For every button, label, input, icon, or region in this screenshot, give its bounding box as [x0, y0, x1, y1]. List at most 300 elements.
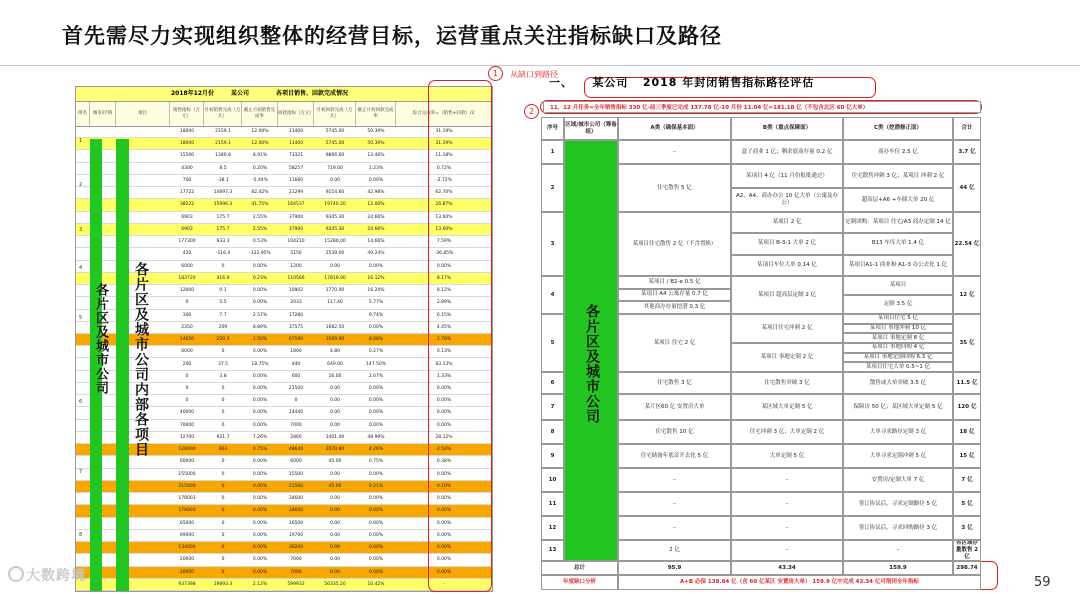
table-cell: 719.00	[327, 165, 343, 171]
a-class-cell: 住宅散售 5 亿	[618, 164, 731, 212]
table-cell: 48640	[288, 447, 304, 453]
page-number: 59	[1034, 575, 1051, 590]
table-cell: 0.00%	[436, 385, 452, 391]
a-class-cell: 某项目 住宅 2 亿	[618, 314, 731, 372]
total-value: 159.9	[843, 561, 953, 575]
table-cell: -36.85%	[434, 251, 454, 257]
b-class-cell: 某项目住宅冲刺 2 亿	[731, 314, 843, 343]
row-number: 5	[541, 314, 564, 372]
table-cell: 0.00%	[436, 410, 452, 416]
table-cell: 60000	[179, 459, 195, 465]
header-cell: 合计	[953, 117, 981, 140]
total-value: 298.74	[953, 561, 981, 575]
table-cell: 0.00%	[368, 520, 384, 526]
total-cell: 5 亿	[953, 492, 981, 516]
table-cell: 0	[221, 471, 225, 477]
table-cell: 9154.60	[325, 190, 345, 196]
table-cell: 0	[185, 398, 189, 404]
table-cell: 0.00%	[252, 532, 268, 538]
table-cell: 0.00%	[252, 263, 268, 269]
table-cell: 0.00%	[252, 557, 268, 563]
table-cell: 0.00%	[368, 385, 384, 391]
table-cell: 0	[221, 483, 225, 489]
header-cell: 序号	[541, 117, 564, 140]
table-cell: 209	[218, 324, 228, 330]
a-class-cell: –	[618, 516, 731, 540]
table-cell: 937398	[178, 581, 196, 587]
table-cell: 42.98%	[367, 190, 385, 196]
table-cell: 83.13%	[435, 361, 453, 367]
right-vertical-label: 各片区及城市公司	[584, 304, 600, 424]
col-header: 截止月初回款完成率	[356, 102, 396, 126]
watermark: 大数跨境	[26, 568, 86, 584]
table-cell: 0.00%	[368, 398, 384, 404]
header-cell: C类（挖潜修正面）	[843, 117, 953, 140]
table-cell: 6903	[181, 226, 193, 232]
c-class-cell: 超高层+A6 +车储大单 20 亿	[843, 188, 953, 212]
row-number: 10	[541, 468, 564, 492]
b-class-cell: 某项目 4 亿（11 月份报批通过）	[731, 164, 843, 188]
table-cell: 1.50%	[252, 337, 268, 343]
total-cell: 44 亿	[953, 164, 981, 212]
row-number: 3	[541, 212, 564, 276]
table-cell: 19700	[288, 532, 304, 538]
table-cell: 0.00%	[252, 471, 268, 477]
table-cell: 65000	[179, 520, 195, 526]
row-number: 6	[541, 372, 564, 394]
table-cell: 38222	[179, 202, 195, 208]
table-cell: 7.59%	[436, 239, 452, 245]
table-cell: -5.44%	[252, 177, 268, 183]
table-cell: 0.00%	[368, 177, 384, 183]
table-cell: 0	[221, 385, 225, 391]
table-cell: 0.00%	[368, 496, 384, 502]
group-number: 7	[79, 469, 83, 475]
task-summary-line: 11、12 月任务=全年销售指标 330 亿-前三季度已完成 137.78 亿-10 月份 11.04 亿=181.18 亿（不包含北区 60 亿大单）	[543, 101, 981, 113]
table-cell: 82.42%	[251, 190, 269, 196]
table-cell: 16.24%	[367, 288, 385, 294]
total-value: 43.34	[731, 561, 843, 575]
table-cell: -	[443, 581, 445, 587]
b-class-cell: 某项目 事地定制 2 亿	[731, 343, 843, 372]
table-cell: 73321	[288, 153, 304, 159]
total-cell: 3 亿	[953, 516, 981, 540]
table-cell: 13.60%	[435, 226, 453, 232]
table-cell: 0.00	[329, 532, 341, 538]
table-cell: 9866.60	[325, 153, 345, 159]
table-cell: 0.00%	[368, 557, 384, 563]
table-cell: 183720	[178, 275, 196, 281]
total-cell: 35 亿	[953, 314, 981, 372]
banner-desc: 各项目销售、回款完成情况	[276, 90, 349, 97]
c-class-cell: 某项目 事地定制 8 亿	[843, 333, 953, 343]
table-cell: 300	[182, 312, 192, 318]
table-cell: 13.46%	[367, 153, 385, 159]
a-class-cell: 某项目 A4 公寓存量 0.7 亿	[618, 289, 731, 302]
table-cell: 0.27%	[368, 349, 384, 355]
table-cell: 0	[221, 422, 225, 428]
annotation-circle-2: 2	[524, 104, 539, 119]
table-cell: 0.53%	[252, 239, 268, 245]
table-cell: 50.39%	[367, 141, 385, 147]
total-label: 总计	[541, 561, 618, 575]
highlight-completion-column	[428, 80, 492, 592]
table-cell: 4.80	[329, 349, 341, 355]
table-cell: 2159.1	[215, 129, 231, 134]
table-cell: 178003	[178, 496, 196, 502]
table-cell: 0.00%	[252, 508, 268, 514]
table-cell: 20000	[179, 557, 195, 563]
table-cell: 7.7	[219, 312, 227, 318]
table-cell: 0.00%	[252, 385, 268, 391]
table-cell: 21500	[288, 385, 304, 391]
table-cell: 0.00%	[368, 508, 384, 514]
table-cell: 0.00	[329, 422, 341, 428]
table-cell: 36200	[288, 545, 304, 551]
c-class-cell: 商办车位 2.5 亿	[843, 140, 953, 164]
table-cell: 0	[221, 410, 225, 416]
table-cell: 2.67%	[368, 373, 384, 379]
table-cell: 2159.1	[215, 141, 231, 147]
table-cell: 147.50%	[365, 361, 387, 367]
table-cell: 12700	[179, 434, 195, 440]
table-cell: 117.40	[327, 300, 343, 306]
table-cell: 440	[291, 361, 301, 367]
table-cell: -122.95%	[249, 251, 271, 257]
group-number: 3	[79, 227, 83, 233]
table-cell: -2.72%	[436, 177, 452, 183]
table-cell: 2539.00	[325, 251, 345, 257]
table-cell: 0	[185, 300, 189, 306]
table-cell: 50.39%	[367, 129, 385, 134]
table-cell: 0.75%	[368, 459, 384, 465]
table-cell: 1.33%	[436, 373, 452, 379]
page-title: 首先需尽力实现组织整体的经营目标，运营重点关注指标缺口及路径	[62, 24, 722, 48]
table-cell: 0	[221, 545, 225, 551]
col-header: 回款指标（万元）	[278, 102, 314, 126]
b-class-cell: –	[731, 516, 843, 540]
table-cell: 21500	[288, 483, 304, 489]
c-class-cell: 某项目 事地冲刺 10 亿	[843, 324, 953, 334]
table-cell: 4.45%	[436, 324, 452, 330]
table-cell: 0.00%	[436, 496, 452, 502]
table-cell: 12.00%	[251, 141, 269, 147]
table-cell: 17819.00	[324, 275, 346, 281]
c-class-cell: 某项目	[843, 276, 953, 295]
table-cell: 0.75%	[252, 447, 268, 453]
table-cell: 67590	[288, 337, 304, 343]
right-table-title	[549, 74, 814, 90]
table-cell: 200	[182, 361, 192, 367]
table-cell: 62.70%	[435, 190, 453, 196]
table-cell: 1401.00	[325, 434, 345, 440]
table-cell: 24.66%	[367, 226, 385, 232]
table-cell: -38.1	[217, 177, 229, 183]
col-header: 销售指标（万元）	[170, 102, 204, 126]
table-cell: 2.57%	[252, 312, 268, 318]
table-cell: 1.23%	[368, 165, 384, 171]
group-number: 8	[79, 532, 83, 538]
table-cell: 155000	[178, 471, 196, 477]
table-cell: 0.23%	[252, 275, 268, 281]
table-cell: 12000	[179, 288, 195, 294]
table-cell: 599933	[287, 581, 305, 587]
table-cell: 11.18%	[435, 153, 453, 159]
banner-company: 某公司	[231, 90, 250, 97]
row-number: 4	[541, 276, 564, 314]
a-class-cell: –	[618, 140, 731, 164]
table-cell: 34600	[288, 508, 304, 514]
table-cell: 0.00%	[252, 349, 268, 355]
total-cell: 各区域存量散售 2 亿	[953, 540, 981, 561]
table-cell: 0.00%	[368, 410, 384, 416]
col-header: 截止月初销售完成率	[242, 102, 278, 126]
table-cell: 6000	[290, 459, 302, 465]
table-cell: 921.7	[216, 434, 230, 440]
table-cell: 17280	[288, 312, 304, 318]
table-cell: 215000	[178, 483, 196, 489]
row-number: 2	[541, 164, 564, 212]
table-cell: 0.00%	[436, 557, 452, 563]
table-cell: 16.12%	[367, 275, 385, 281]
table-cell: 175.7	[216, 226, 230, 232]
c-class-cell: 某项目 事地定制回购 6.3 亿	[843, 353, 953, 363]
table-cell: 7000	[290, 557, 302, 563]
table-cell: 164537	[287, 202, 305, 208]
left-vertical-label-1: 各片区及城市公司	[93, 283, 108, 395]
table-cell: 34600	[288, 496, 304, 502]
b-class-cell: 盒子商业 1 亿；剩余底商存量 0.2 亿	[731, 140, 843, 164]
table-cell: 1770.00	[325, 288, 345, 294]
table-cell: 24.66%	[367, 214, 385, 220]
b-class-cell: 大单定制 5 亿	[731, 444, 843, 468]
b-class-cell: 住宅散售突破 3 亿	[731, 372, 843, 394]
table-cell: 0	[221, 569, 225, 575]
table-cell: 7000	[290, 569, 302, 575]
row-number: 11	[541, 492, 564, 516]
c-class-cell: 签订协议后，寻求定制路径 5 亿	[843, 492, 953, 516]
c-class-cell: 保障房 50 亿；某区域大单定制 5 亿	[843, 394, 953, 420]
table-cell: 15500	[179, 153, 195, 159]
b-class-cell: A2、A4、商办办公 10 亿大单（公寓及办公）	[731, 188, 843, 212]
table-cell: 0	[221, 496, 225, 502]
b-class-cell: 某区域大单定制 5 亿	[731, 394, 843, 420]
table-cell: 17722	[179, 190, 195, 196]
table-cell: 6903	[181, 214, 193, 220]
table-cell: 18000	[179, 141, 195, 147]
group-number: 2	[79, 182, 83, 188]
table-cell: 19893.3	[213, 581, 233, 587]
title-prefix: 一、	[549, 76, 573, 89]
b-class-cell: 某项目 超高层定制 2 亿	[731, 276, 843, 314]
table-cell: 0.00%	[368, 422, 384, 428]
table-cell: 2033	[290, 300, 302, 306]
table-cell: 5.5	[219, 300, 227, 306]
c-class-cell: 定制 3.5 亿	[843, 295, 953, 314]
total-cell: 11.5 亿	[953, 372, 981, 394]
gap-label: 年度缺口分析	[541, 575, 618, 590]
gap-text: A+B 必保 138.84 亿（含 60 亿某区 安置房大单） 159.9 亿中完成 42.34 亿可削闭全年指标	[618, 575, 981, 590]
c-class-cell: B13 车库大单 1.4 亿	[843, 233, 953, 254]
total-cell: 7 亿	[953, 468, 981, 492]
table-cell: 178003	[178, 508, 196, 514]
table-cell: 12.00%	[367, 202, 385, 208]
table-cell: 56335.20	[324, 581, 346, 587]
table-cell: 12.00%	[251, 129, 269, 134]
row-number: 7	[541, 394, 564, 420]
table-cell: 420	[182, 251, 192, 257]
table-cell: 15500	[288, 471, 304, 477]
table-cell: 69000	[179, 532, 195, 538]
table-cell: 0.1	[219, 288, 227, 294]
row-number: 8	[541, 420, 564, 444]
table-cell: 1200	[290, 263, 302, 269]
table-cell: 0.00%	[436, 545, 452, 551]
table-cell: 933.3	[216, 239, 230, 245]
table-cell: 0.00	[329, 398, 341, 404]
col-header: 排名	[76, 102, 90, 126]
table-cell: 7.26%	[252, 434, 268, 440]
table-cell: 963	[218, 447, 228, 453]
table-cell: 14440	[288, 410, 304, 416]
table-cell: 700	[182, 177, 192, 183]
table-cell: 0.00%	[252, 373, 268, 379]
b-class-cell: –	[731, 492, 843, 516]
table-cell: 15280.00	[324, 239, 346, 245]
table-cell: 9345.30	[325, 214, 345, 220]
table-cell: 175.7	[216, 214, 230, 220]
table-cell: 70000	[179, 422, 195, 428]
table-cell: 0.00%	[252, 459, 268, 465]
table-cell: 0.20%	[252, 165, 268, 171]
b-class-cell: –	[731, 468, 843, 492]
table-cell: 8.17%	[436, 275, 452, 281]
table-cell: 0.00%	[368, 263, 384, 269]
table-cell: 0.00%	[368, 324, 384, 330]
table-cell: 19740.20	[324, 202, 346, 208]
table-cell: 9.74%	[368, 312, 384, 318]
table-cell: 8.08%	[368, 337, 384, 343]
table-cell: 104210	[287, 239, 305, 245]
table-cell: 0.00%	[368, 569, 384, 575]
table-cell: 1380.8	[215, 153, 231, 159]
table-cell: 9345.30	[325, 226, 345, 232]
table-cell: 0.00%	[252, 483, 268, 489]
c-class-cell: 大单寻求定制冲刺 5 亿	[843, 444, 953, 468]
b-class-cell: 某项目车位大单 0.14 亿	[731, 255, 843, 276]
table-cell: 20000	[179, 569, 195, 575]
table-cell: 0.00%	[252, 398, 268, 404]
header-cell: 区域/城市公司（筹备组）	[564, 117, 618, 140]
table-cell: 0.00%	[436, 422, 452, 428]
table-cell: 2.55%	[252, 214, 268, 220]
table-cell: 8.91%	[252, 153, 268, 159]
group-number: 5	[79, 315, 83, 321]
banner-month: 2018年12月份	[171, 90, 215, 97]
title-rest: 2018 年封闭销售指标路径评估	[642, 76, 815, 89]
table-cell: 0	[185, 373, 189, 379]
c-class-cell: 安置房/定制大单 7 亿	[843, 468, 953, 492]
table-cell: 0.00	[329, 508, 341, 514]
a-class-cell: 其他商办存量挖潜 0.3 亿	[618, 301, 731, 314]
table-cell: 0.13%	[436, 349, 452, 355]
table-cell: 0.00%	[368, 471, 384, 477]
a-class-cell: 某项目 / B2-e 0.5 亿	[618, 276, 731, 289]
left-vertical-label-2: 各片区及城市公司内部各项目	[133, 262, 149, 457]
table-cell: 2860	[290, 434, 302, 440]
table-cell: 0	[221, 508, 225, 514]
table-cell: 48.99%	[367, 434, 385, 440]
b-class-cell: 住宅冲刺 3 亿；大单定制 2 亿	[731, 420, 843, 444]
row-number: 1	[541, 140, 564, 164]
table-cell: 15996.3	[213, 202, 233, 208]
a-class-cell: 某片区60 亿 安置房大单	[618, 394, 731, 420]
header-cell: A类（确保基本面）	[618, 117, 731, 140]
table-cell: 10902	[288, 288, 304, 294]
table-cell: 0.00	[329, 569, 341, 575]
c-class-cell: 某项目 事地回购 4 亿	[843, 343, 953, 353]
table-cell: 0.38%	[436, 459, 452, 465]
total-value: 95.9	[618, 561, 731, 575]
table-cell: 134000	[178, 545, 196, 551]
table-cell: 0.00	[329, 471, 341, 477]
table-cell: 0	[221, 263, 225, 269]
col-header: 综合完成率=（销售+回款）/2	[396, 102, 492, 126]
a-class-cell: –	[618, 468, 731, 492]
table-cell: 0	[294, 398, 298, 404]
table-cell: 600	[291, 373, 301, 379]
table-cell: 28.12%	[435, 434, 453, 440]
table-cell: 0	[185, 385, 189, 391]
table-cell: 110566	[287, 275, 305, 281]
col-header: 项目	[116, 102, 170, 126]
table-cell: 5745.00	[325, 141, 345, 147]
table-cell: 3.8	[219, 373, 227, 379]
a-class-cell: 某项目住宅散售 2 亿（不含置换）	[618, 212, 731, 276]
table-cell: 2.12%	[252, 581, 268, 587]
c-class-cell: 大单寻求路径定制 3 亿	[843, 420, 953, 444]
table-cell: 18.75%	[251, 361, 269, 367]
table-cell: 16500	[288, 520, 304, 526]
table-cell: 0.72%	[436, 165, 452, 171]
total-cell: 22.54 亿	[953, 212, 981, 276]
table-cell: 0	[221, 459, 225, 465]
table-cell: 14.66%	[367, 239, 385, 245]
table-cell: 37575	[288, 324, 304, 330]
table-cell: 2.89%	[436, 300, 452, 306]
table-cell: 58257	[288, 165, 304, 171]
table-cell: 0.21%	[368, 483, 384, 489]
table-cell: 4.26%	[368, 447, 384, 453]
table-cell: 2.50%	[436, 447, 452, 453]
table-cell: 0	[221, 520, 225, 526]
title-company: 某公司	[592, 76, 629, 89]
total-cell: 12 亿	[953, 276, 981, 314]
table-cell: 0.00%	[436, 263, 452, 269]
table-cell: 0	[221, 532, 225, 538]
annotation-circle-1: 1	[488, 66, 503, 81]
b-class-cell: –	[731, 540, 843, 561]
table-cell: 0.00	[329, 557, 341, 563]
table-cell: 416.9	[216, 275, 230, 281]
c-class-cell: 某项目A1-1 商业和 A1-3 办公去化 1 亿	[843, 255, 953, 276]
table-cell: 0.00	[329, 545, 341, 551]
b-class-cell: 某项目 2 亿	[731, 212, 843, 233]
table-cell: 11400	[288, 141, 304, 147]
table-cell: 6000	[181, 263, 193, 269]
c-class-cell: 住宅散售冲刺 3 亿；某项目 冲刺 2 亿	[843, 164, 953, 188]
group-number: 6	[79, 399, 83, 405]
